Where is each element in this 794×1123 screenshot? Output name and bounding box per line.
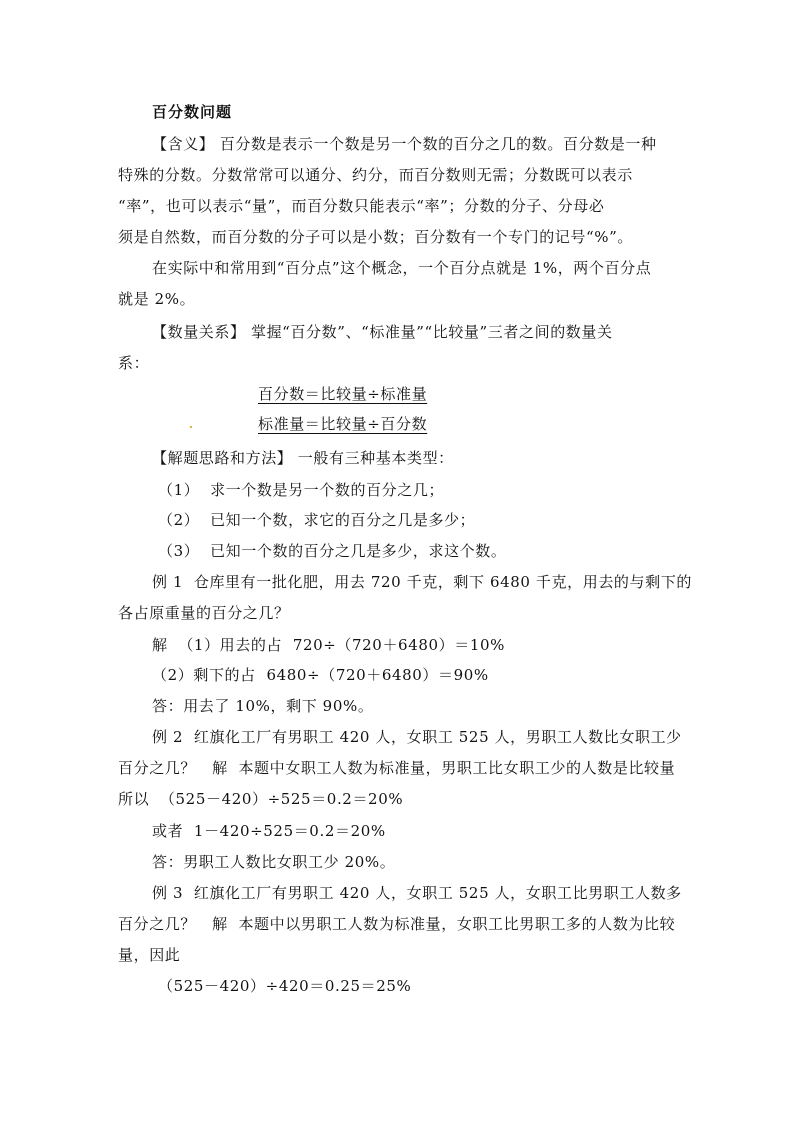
relation-text-2: 系： bbox=[118, 354, 150, 372]
formula-percentage: 百分数＝比较量÷标准量 bbox=[258, 385, 428, 403]
meaning-text-4: 须是自然数，而百分数的分子可以是小数；百分数有一个专门的记号“%”。 bbox=[118, 228, 633, 246]
example1-line-2: 各占原重量的百分之几？ bbox=[118, 604, 290, 622]
example1-line-3: 解 （1）用去的占 720÷（720＋6480）＝10% bbox=[152, 636, 505, 654]
example2-line-4: 或者 1－420÷525＝0.2＝20% bbox=[152, 822, 386, 840]
method-label: 【解题思路和方法】 bbox=[152, 449, 293, 467]
method-paragraph bbox=[152, 448, 454, 468]
meaning-text-2: 特殊的分数。分数常常可以通分、约分，而百分数则无需；分数既可以表示 bbox=[118, 166, 633, 184]
example1-line-1: 例 1 仓库里有一批化肥，用去 720 千克，剩下 6480 千克，用去的与剩下的 bbox=[152, 573, 692, 591]
example3-line-4: （525－420）÷420＝0.25＝25% bbox=[158, 977, 412, 995]
example2-line-1: 例 2 红旗化工厂有男职工 420 人，女职工 525 人，男职工人数比女职工少 bbox=[152, 728, 682, 746]
relation-paragraph-line-1 bbox=[152, 322, 613, 342]
formula-standard-quantity: 标准量＝比较量÷百分数 bbox=[258, 415, 428, 433]
page-title: 百分数问题 bbox=[152, 103, 233, 121]
example1-answer: 答：用去了 10%，剩下 90%。 bbox=[152, 697, 374, 715]
relation-label: 【数量关系】 bbox=[152, 323, 246, 341]
example2-line-3: 所以 （525－420）÷525＝0.2＝20% bbox=[118, 790, 404, 808]
method-type-2: （2） 已知一个数，求它的百分之几是多少； bbox=[158, 511, 476, 529]
stray-dot-mark bbox=[190, 426, 192, 428]
meaning-label: 【含义】 bbox=[152, 135, 215, 153]
example3-line-2: 百分之几？ 解 本题中以男职工人数为标准量，女职工比男职工多的人数为比较 bbox=[118, 915, 676, 933]
meaning-text-1: 百分数是表示一个数是另一个数的百分之几的数。百分数是一种 bbox=[219, 135, 657, 153]
relation-text-1: 掌握“百分数”、“标准量”“比较量”三者之间的数量关 bbox=[250, 323, 613, 341]
meaning-text-3: “率”，也可以表示“量”，而百分数只能表示“率”；分数的分子、分母必 bbox=[118, 197, 605, 215]
example2-answer: 答：男职工人数比女职工少 20%。 bbox=[152, 853, 396, 871]
example1-line-4: （2）剩下的占 6480÷（720＋6480）＝90% bbox=[152, 666, 489, 684]
method-intro: 一般有三种基本类型： bbox=[297, 449, 454, 467]
percent-point-text-1: 在实际中和常用到“百分点”这个概念，一个百分点就是 1%，两个百分点 bbox=[152, 259, 652, 277]
example2-line-2: 百分之几？ 解 本题中女职工人数为标准量，男职工比女职工少的人数是比较量 bbox=[118, 759, 676, 777]
meaning-paragraph-line-1 bbox=[152, 134, 657, 154]
method-type-1: （1） 求一个数是另一个数的百分之几； bbox=[158, 481, 445, 499]
percent-point-text-2: 就是 2%。 bbox=[118, 290, 196, 308]
example3-line-3: 量，因此 bbox=[118, 946, 181, 964]
example3-line-1: 例 3 红旗化工厂有男职工 420 人，女职工 525 人，女职工比男职工人数多 bbox=[152, 884, 682, 902]
method-type-3: （3） 已知一个数的百分之几是多少，求这个数。 bbox=[158, 542, 507, 560]
